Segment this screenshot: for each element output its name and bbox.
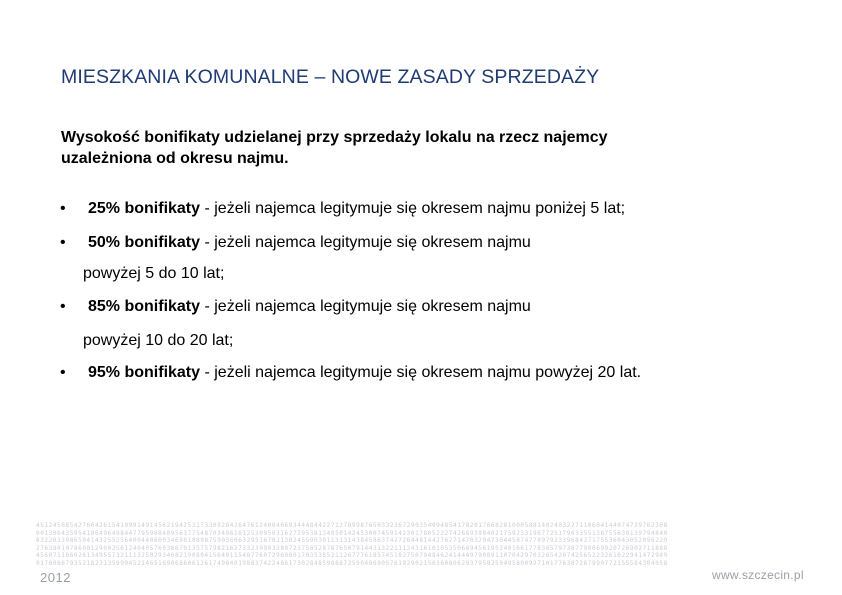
bullet-item	[55, 298, 531, 316]
bullet-marker: •	[60, 200, 66, 217]
bullet-text: - jeżeli najemca legitymuje się okresem najmu powyżej 20 lat.	[200, 364, 642, 381]
bullet-bold-text: 25% bonifikaty	[88, 200, 201, 217]
bullet-item	[55, 200, 625, 218]
intro-text	[61, 127, 761, 169]
footer-url: www.szczecin.pl	[712, 568, 804, 582]
bullet-text: - jeżeli najemca legitymuje się okresem najmu poniżej 5 lat;	[200, 200, 626, 217]
bullet-bold-text: 50% bonifikaty	[88, 234, 201, 251]
bullet-continuation: powyżej 10 do 20 lat;	[83, 332, 234, 349]
decorative-digit-pattern: 451245085427604261541099149145621942531733092842647612400466934448442271278998765033236729035409485417820176682810005881402403227110604144074739762308 001306435954186496498447795968409563775487034961612530950316273953813485014245300745914230178052327426893984021759233196772517963355138755630139794840 832203398650414325525640044060034698108987590360632951670213024559030113131438458637427264481442762714703204730445074770979233968437175536043052096229 276380107860012900256124040576938670135757982162733239903389723758528787650791443132211124316101053506894561952401661778365797387790069920726902711888 456071186026134955732111325029346821908041564911548776072969691703538521126777618574518275079484624144497908911070429703265420742565223261022941472949 917608679352182313599045214651690686061261749840198837422486173028485988872590496005761929021503608062937958259495800927101776387287990772155584304058	[36, 522, 668, 567]
bullet-continuation: powyżej 5 do 10 lat;	[83, 265, 225, 282]
intro-line-1: Wysokość bonifikaty udzielanej przy sprzedaży lokalu na rzecz najemcy	[61, 129, 608, 146]
bullet-item	[55, 234, 531, 252]
bullet-text: - jeżeli najemca legitymuje się okresem najmu	[200, 234, 531, 251]
bullet-bold-text: 95% bonifikaty	[88, 364, 201, 381]
bullet-bold-text: 85% bonifikaty	[88, 298, 201, 315]
bullet-marker: •	[60, 364, 66, 381]
footer-year: 2012	[40, 570, 71, 585]
bullet-text: - jeżeli najemca legitymuje się okresem najmu	[200, 298, 531, 315]
bullet-marker: •	[60, 234, 66, 251]
slide-title: MIESZKANIA KOMUNALNE – NOWE ZASADY SPRZEDAŻY	[61, 66, 600, 88]
intro-line-2: uzależniona od okresu najmu.	[61, 150, 289, 167]
bullet-marker: •	[60, 298, 66, 315]
bullet-item	[55, 364, 641, 382]
